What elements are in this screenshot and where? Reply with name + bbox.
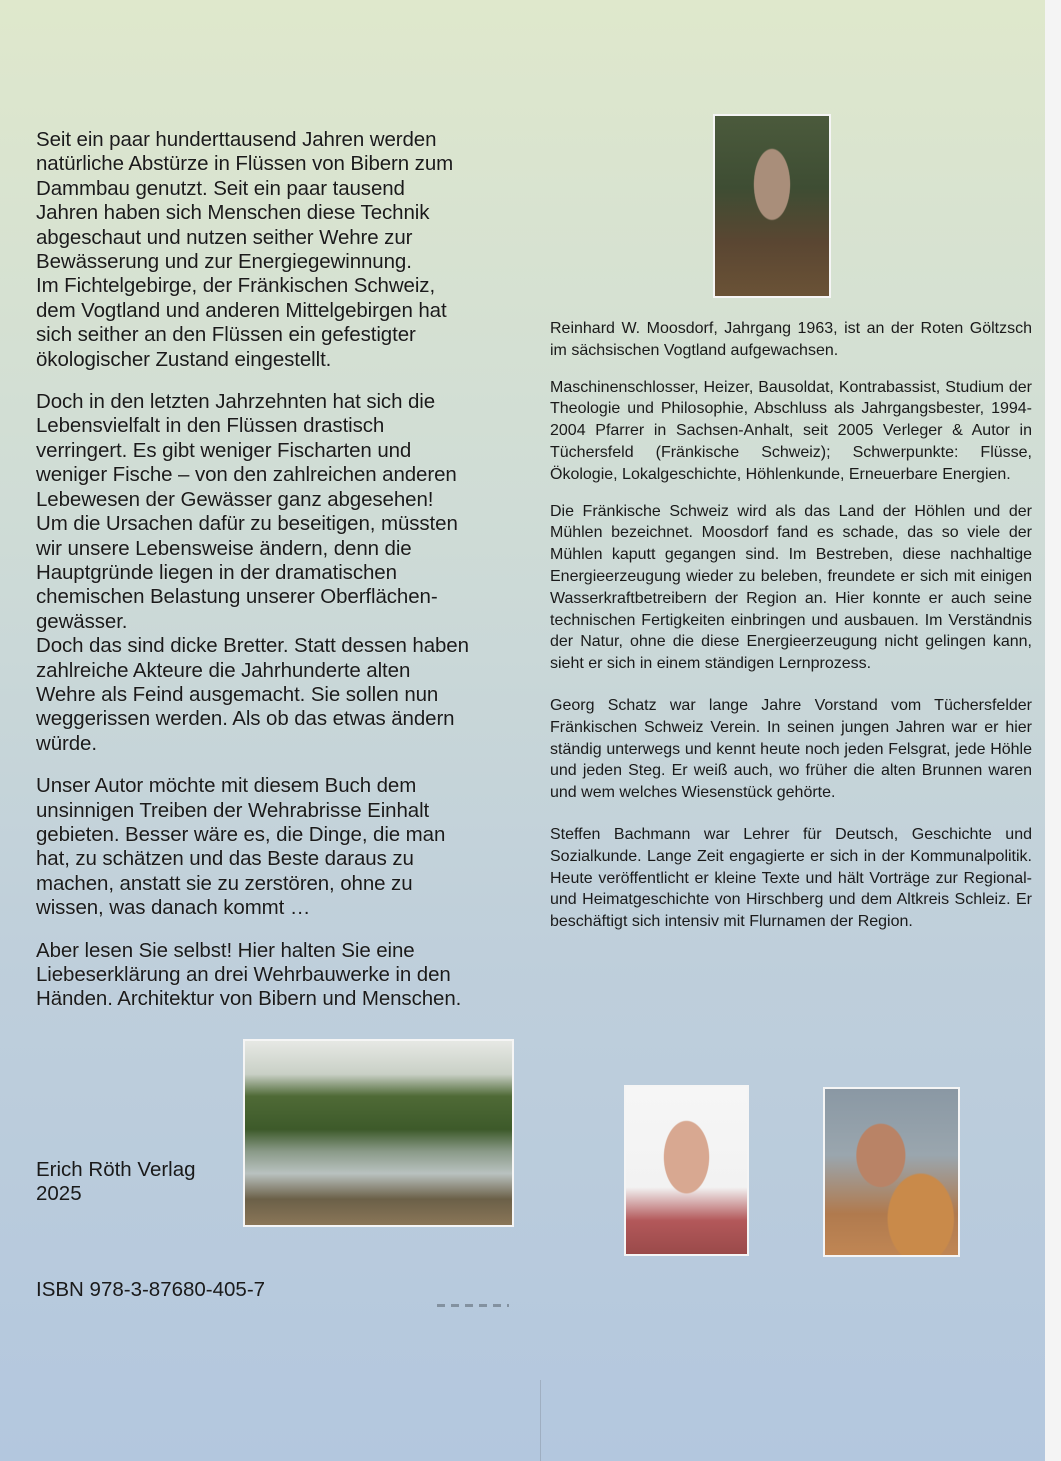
bio-paragraph: Steffen Bachmann war Lehrer für Deutsch, Geschichte und Sozialkunde. Lange Zeit engagierte er sich in der Kommunalpolitik. Heute veröffentlicht er kleine Texte und hält Vorträge zur Regional- und Heimatgeschichte von Hirschberg und dem Altkreis Schleiz. Er beschäftigt sich intensiv mit Flurnamen der Region. bbox=[550, 825, 1032, 931]
spine-divider bbox=[540, 1380, 541, 1461]
isbn: ISBN 978-3-87680-405-7 bbox=[36, 1278, 266, 1301]
barcode-fragment bbox=[437, 1304, 509, 1307]
blurb-paragraph: Doch in den letzten Jahrzehnten hat sich die Lebensvielfalt in den Flüssen drastisch verringert. Es gibt weniger Fischarten und weniger Fische – von den zahlreichen anderen Lebewesen der Gewässer ganz abgesehen! Um die Ursachen dafür zu beseitigen, müssten wir unsere Lebensweise ändern, denn die Hauptgründe liegen in der dramatischen chemischen Belastung unserer Oberflächen- gewässer. Doch das sind dicke Bretter. Statt dessen haben zahlreiche Akteure die Jahrhunderte alten Wehre als Feind ausgemacht. Sie sollen nun weggerissen werden. Als ob das etwas ändern würde. bbox=[36, 390, 469, 755]
bio-paragraph: Georg Schatz war lange Jahre Vorstand vom Tüchersfelder Fränkischen Schweiz Verein. In seinen jungen Jahren war er hier ständig unterwegs und kennt heute noch jeden Felsgrat, jede Höhle und jeden Steg. Er weiß auch, wo früher die alten Brunnen waren und wem welches Wiesenstück gehörte. bbox=[550, 696, 1032, 802]
river-weir-photo bbox=[243, 1039, 514, 1227]
blurb-paragraph: Seit ein paar hunderttausend Jahren werden natürliche Abstürze in Flüssen von Bibern zum Dammbau genutzt. Seit ein paar tausend Jahren haben sich Menschen diese Technik abgeschaut und nutzen seither Wehre zur Bewässerung und zur Energiegewinnung. Im Fichtelgebirge, der Fränkischen Schweiz, dem Vogtland und anderen Mittelgebirgen hat sich seither an den Flüssen ein gefestigter ökologischer Zustand eingestellt. bbox=[36, 128, 454, 371]
page-edge bbox=[1045, 0, 1061, 1461]
bio-paragraph: Reinhard W. Moosdorf, Jahrgang 1963, ist an der Roten Göltzsch im sächsischen Vogtland aufgewachsen. bbox=[550, 320, 1032, 359]
blurb-paragraph: Aber lesen Sie selbst! Hier halten Sie eine Liebeserklärung an drei Wehrbauwerke in den Händen. Architektur von Bibern und Menschen. bbox=[36, 938, 462, 1011]
author-photo-steffen-bachmann bbox=[823, 1087, 960, 1257]
author-bios bbox=[550, 318, 1032, 948]
publication-year: 2025 bbox=[36, 1182, 82, 1205]
blurb-paragraph: Unser Autor möchte mit diesem Buch dem unsinnigen Treiben der Wehrabrisse Einhalt gebieten. Besser wäre es, die Dinge, die man hat, zu schätzen und das Beste daraus zu machen, anstatt sie zu zerstören, ohne zu wissen, was danach kommt … bbox=[36, 774, 446, 920]
publisher-name: Erich Röth Verlag bbox=[36, 1158, 196, 1181]
blurb-column bbox=[36, 128, 509, 1030]
bio-paragraph: Die Fränkische Schweiz wird als das Land der Höhlen und der Mühlen bezeichnet. Moosdorf fand es schade, das so viele der Mühlen kaputt gegangen sind. Im Bestreben, diese nachhaltige Energieerzeugung wieder zu beleben, freundete er sich mit einigen Wasserkraftbetreibern der Region an. Hier konnte er auch seine technischen Fertigkeiten einbringen und ausbauen. Im Verständnis der Natur, ohne die diese Energieerzeugung nicht gelingen kann, sieht er sich in einem ständigen Lernprozess. bbox=[550, 502, 1032, 673]
author-photo-reinhard-moosdorf bbox=[713, 114, 831, 298]
author-photo-georg-schatz bbox=[624, 1085, 749, 1256]
publisher-block bbox=[36, 1158, 196, 1206]
bio-paragraph: Maschinenschlosser, Heizer, Bausoldat, Kontrabassist, Studium der Theologie und Philosophie, Abschluss als Jahrgangsbester, 1994-2004 Pfarrer in Sachsen-Anhalt, seit 2005 Verleger & Autor in Tüchersfeld (Fränkische Schweiz); Schwerpunkte: Flüsse, Ökologie, Lokalgeschichte, Höhlenkunde, Erneuerbare Energien. bbox=[550, 378, 1032, 483]
